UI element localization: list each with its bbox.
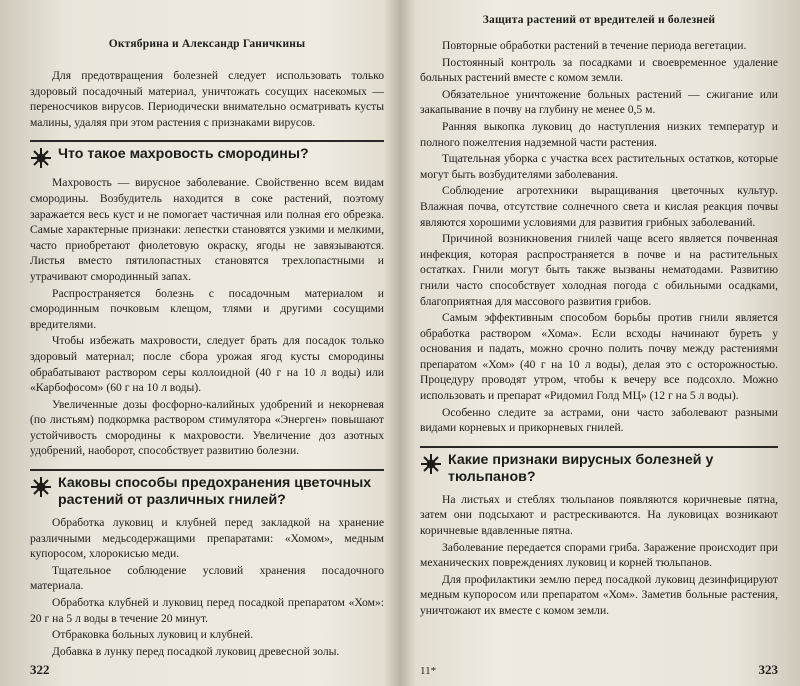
paragraph: Махровость — вирусное заболевание. Свойственно всем видам смородины. Возбудитель находится в соке растений, поэтому заражается весь куст и не помогает частичная или полная его обрезка. Самые характерные признаки: лепестки становятся узкими и мелкими, часто приобретают фиолетовую окраску, ягоды не завязываются. Листья вместо пятилопастных становятся трехлопастными и утрачивают смородинный запах.	[30, 176, 384, 283]
right-page-number: 323	[758, 662, 778, 677]
paragraph: Заболевание передается спорами гриба. Заражение происходит при механических повреждениях луковиц и корней тюльпанов.	[420, 540, 778, 570]
paragraph: Самым эффективным способом борьбы против гнили является обработка раствором «Хома». Если всходы начинают буреть у основания и падать, можно срочно полить почву между растениями препаратом «Хом» (40 г на 10 л воды), делая это с осторожностью. Процедуру проводят утром, чтобы к вечеру все подсохло. Можно использовать и препарат «Ридомил Голд МЦ» (12 г на 5 л воды).	[420, 311, 778, 403]
paragraph: На листьях и стеблях тюльпанов появляются коричневые пятна, затем они подсыхают и растрескиваются. На луковицах возникают коричневые вдавленные пятна.	[420, 492, 778, 538]
paragraph: Обязательное уничтожение больных растений — сжигание или закапывание в почву на глубину не менее 0,5 м.	[420, 87, 778, 117]
right-page	[402, 0, 800, 686]
paragraph: Постоянный контроль за посадками и своевременное удаление больных растений вместе с комом земли.	[420, 55, 778, 85]
paragraph: Соблюдение агротехники выращивания цветочных культур. Влажная почва, отсутствие солнечного света и кислая реакция почвы являются хорошими условиями для развития грибных заболеваний.	[420, 184, 778, 229]
paragraph: Для профилактики землю перед посадкой луковиц дезинфицируют медным купоросом или препаратом «Хом». Заметив больные растения, уничтожают их вместе с комом земли.	[420, 572, 778, 617]
heading-text: Каковы способы предохранения цветочных растений от различных гнилей?	[58, 475, 372, 509]
left-page	[0, 0, 398, 686]
left-running-head: Октябрина и Александр Ганичкины	[108, 38, 306, 50]
paragraph: Отбраковка больных луковиц и клубней.	[52, 628, 254, 642]
section-heading-currant	[30, 140, 384, 169]
left-page-number: 322	[30, 662, 50, 677]
paragraph: Увеличенные дозы фосфорно-калийных удобрений и некорневая (по листьям) подкормка раствором стимулятора «Энерген» повышают устойчивость смородины к махровости. Увеличение доз азотных удобрений, наоборот, способствует развитию болезни.	[30, 397, 384, 458]
paragraph: Обработка луковиц и клубней перед закладкой на хранение различными медьсодержащими препаратами: «Хомом», медным купоросом, хлорокисью меди.	[30, 516, 384, 561]
snowflake-ornament-icon	[30, 476, 52, 498]
paragraph: Распространяется болезнь с посадочным материалом и смородинным почковым клещом, тлями и другими сосущими вредителями.	[30, 286, 384, 331]
signature-mark: 11*	[420, 665, 437, 677]
section-heading-tulips	[420, 446, 778, 486]
paragraph: Чтобы избежать махровости, следует брать для посадок только здоровый материал; после сбора урожая ягод кусты смородины обрабатывают раствором серы коллоидной (40 г на 10 л воды) или «Карбофосом» (60 г на 10 л воды).	[30, 334, 384, 395]
paragraph: Причиной возникновения гнилей чаще всего является почвенная инфекция, которая распространяется в почве и на растительных остатках. Гнили могут быть также вызваны нематодами. Развитию гнили часто способствует холодная погода с обильными осадками, благоприятная для массового развития грибов.	[420, 232, 778, 308]
paragraph: Обработка клубней и луковиц перед посадкой препаратом «Хом»: 20 г на 5 л воды в течение 20 минут.	[30, 596, 384, 625]
paragraph: Ранняя выкопка луковиц до наступления низких температур и полного пожелтения надземной части растения.	[420, 119, 778, 149]
paragraph: Особенно следите за астрами, они часто заболевают разными видами корневых и прикорневых гнилей.	[420, 405, 778, 435]
right-running-head: Защита растений от вредителей и болезней	[482, 14, 716, 26]
intro-paragraph: Для предотвращения болезней следует использовать только здоровый посадочный материал, уничтожать сосущих насекомых — переносчиков вирусов. Периодически внимательно осматривать кусты малины, удаляя при этом растения с признаками вирусов.	[30, 69, 384, 129]
heading-text: Что такое махровость смородины?	[58, 146, 309, 163]
paragraph: Тщательное соблюдение условий хранения посадочного материала.	[30, 563, 384, 593]
snowflake-ornament-icon	[420, 453, 442, 475]
paragraph: Добавка в лунку перед посадкой луковиц древесной золы.	[52, 644, 340, 658]
section-heading-rot	[30, 469, 384, 509]
heading-text: Какие признаки вирусных болезней у тюльпанов?	[448, 451, 714, 485]
paragraph: Повторные обработки растений в течение периода вегетации.	[442, 39, 747, 52]
paragraph: Тщательная уборка с участка всех растительных остатков, которые могут быть возбудителями заболевания.	[420, 152, 778, 181]
snowflake-ornament-icon	[30, 147, 52, 169]
